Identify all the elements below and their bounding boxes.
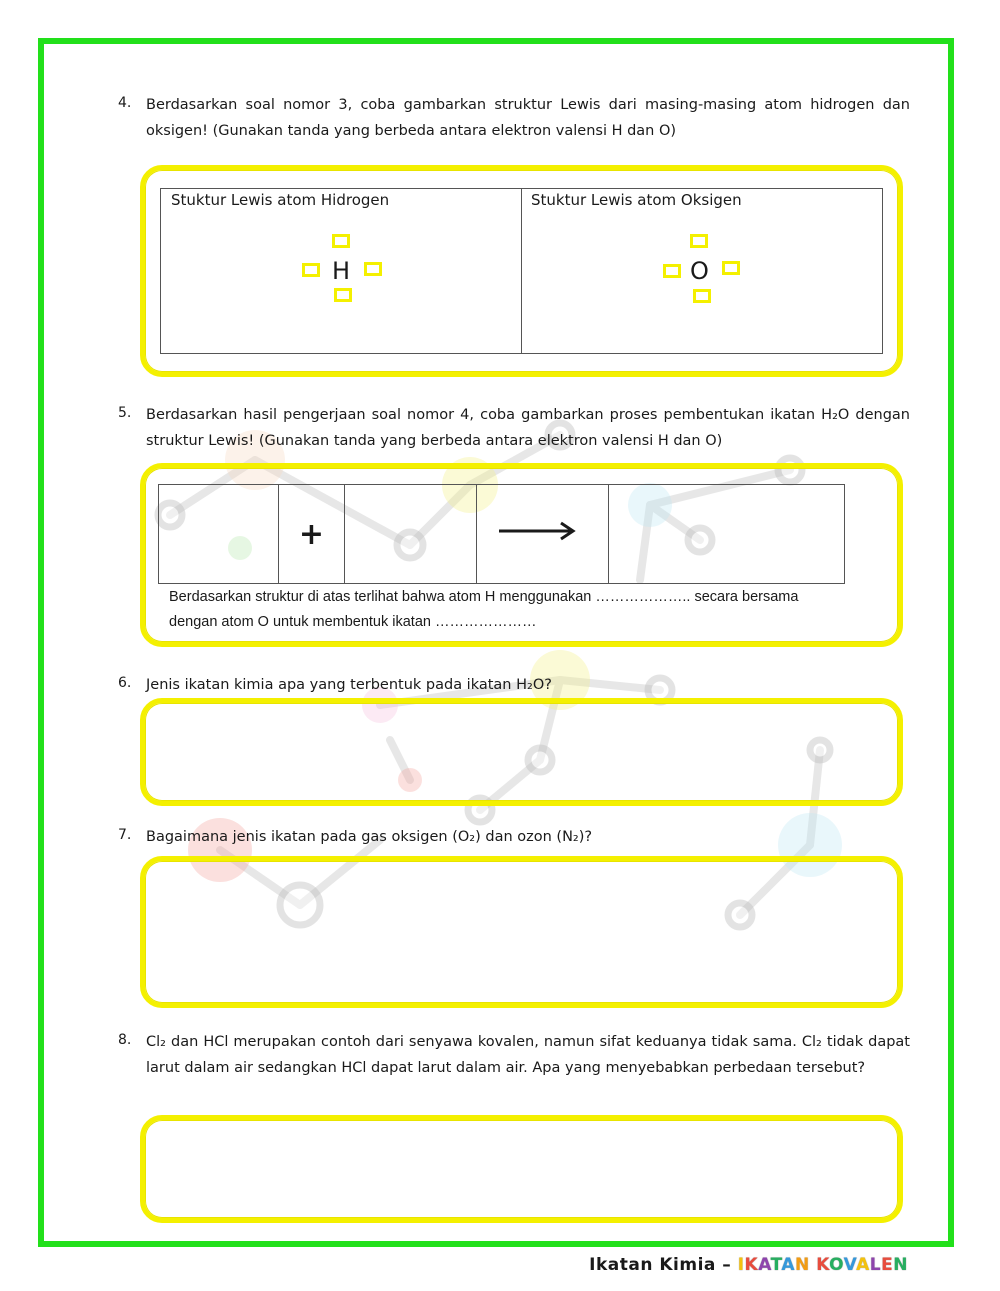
reaction-arrow-icon bbox=[497, 519, 577, 543]
hydrogen-cell-title: Stuktur Lewis atom Hidrogen bbox=[171, 191, 390, 209]
footer-title-letter: N bbox=[795, 1255, 810, 1275]
reactant-h-cell[interactable] bbox=[159, 485, 279, 583]
footer-title-letter: T bbox=[770, 1255, 782, 1275]
electron-box[interactable] bbox=[302, 263, 320, 277]
footer-title-letter: E bbox=[881, 1255, 894, 1275]
reactant-o-cell[interactable] bbox=[345, 485, 477, 583]
oxygen-lewis-cell[interactable] bbox=[522, 189, 882, 353]
question-7-number: 7. bbox=[118, 827, 132, 843]
electron-box[interactable] bbox=[334, 288, 352, 302]
footer-title-letter: I bbox=[737, 1255, 745, 1275]
footer-prefix: Ikatan Kimia – bbox=[589, 1255, 738, 1275]
footer-title-letter: N bbox=[893, 1255, 908, 1275]
footer-title-letter: K bbox=[744, 1255, 759, 1275]
footer-colored-title bbox=[738, 1255, 908, 1275]
footer-title-letter: A bbox=[856, 1255, 870, 1275]
question-7-answer-box[interactable] bbox=[140, 856, 903, 1008]
question-6-text: Jenis ikatan kimia apa yang terbentuk pada ikatan H₂O? bbox=[146, 677, 552, 693]
question-4-number: 4. bbox=[118, 95, 132, 111]
question-8-answer-box[interactable] bbox=[140, 1115, 903, 1223]
hydrogen-atom-symbol: H bbox=[332, 257, 351, 285]
lewis-structure-table bbox=[160, 188, 883, 354]
question-7-text: Bagaimana jenis ikatan pada gas oksigen (O₂) dan ozon (N₂)? bbox=[146, 829, 593, 845]
product-cell[interactable] bbox=[609, 485, 844, 583]
footer-title-letter: L bbox=[869, 1255, 882, 1275]
question-6-number: 6. bbox=[118, 675, 132, 691]
footer-title-letter: V bbox=[843, 1255, 857, 1275]
hydrogen-lewis-cell[interactable] bbox=[161, 189, 522, 353]
plus-sign: + bbox=[279, 485, 345, 583]
electron-box[interactable] bbox=[663, 264, 681, 278]
question-8-text: Cl₂ dan HCl merupakan contoh dari senyawa kovalen, namun sifat keduanya tidak sama. Cl₂ tidak dapat larut dalam air sedangkan HCl dapat larut dalam air. Apa yang menyebabkan perbedaan tersebut? bbox=[146, 1034, 910, 1076]
electron-box[interactable] bbox=[364, 262, 382, 276]
question-5-text: Berdasarkan hasil pengerjaan soal nomor 4, coba gambarkan proses pembentukan ikatan H₂O dengan struktur Lewis! (Gunakan tanda yang berbeda antara elektron valensi H dan O) bbox=[146, 407, 910, 449]
footer-title-letter: A bbox=[758, 1255, 771, 1275]
q5-statement-line-2: dengan atom O untuk membentuk ikatan ………………… bbox=[169, 614, 537, 630]
question-4-text: Berdasarkan soal nomor 3, coba gambarkan struktur Lewis dari masing-masing atom hidrogen dan oksigen! (Gunakan tanda yang berbeda antara elektron valensi H dan O) bbox=[146, 97, 910, 139]
q5-statement-line-1: Berdasarkan struktur di atas terlihat bahwa atom H menggunakan ……………….. secara bersama bbox=[169, 589, 799, 605]
electron-box[interactable] bbox=[332, 234, 350, 248]
oxygen-atom-symbol: O bbox=[690, 257, 709, 285]
footer-title-letter: K bbox=[816, 1255, 830, 1275]
bond-formation-table bbox=[158, 484, 845, 584]
footer-title bbox=[589, 1255, 908, 1275]
electron-box[interactable] bbox=[690, 234, 708, 248]
question-5-number: 5. bbox=[118, 405, 132, 421]
electron-box[interactable] bbox=[722, 261, 740, 275]
footer-title-letter: O bbox=[829, 1255, 844, 1275]
reaction-arrow-cell bbox=[477, 485, 609, 583]
footer-title-letter: A bbox=[781, 1255, 796, 1275]
question-8-number: 8. bbox=[118, 1032, 132, 1048]
oxygen-cell-title: Stuktur Lewis atom Oksigen bbox=[531, 191, 742, 209]
electron-box[interactable] bbox=[693, 289, 711, 303]
question-6-answer-box[interactable] bbox=[140, 698, 903, 806]
